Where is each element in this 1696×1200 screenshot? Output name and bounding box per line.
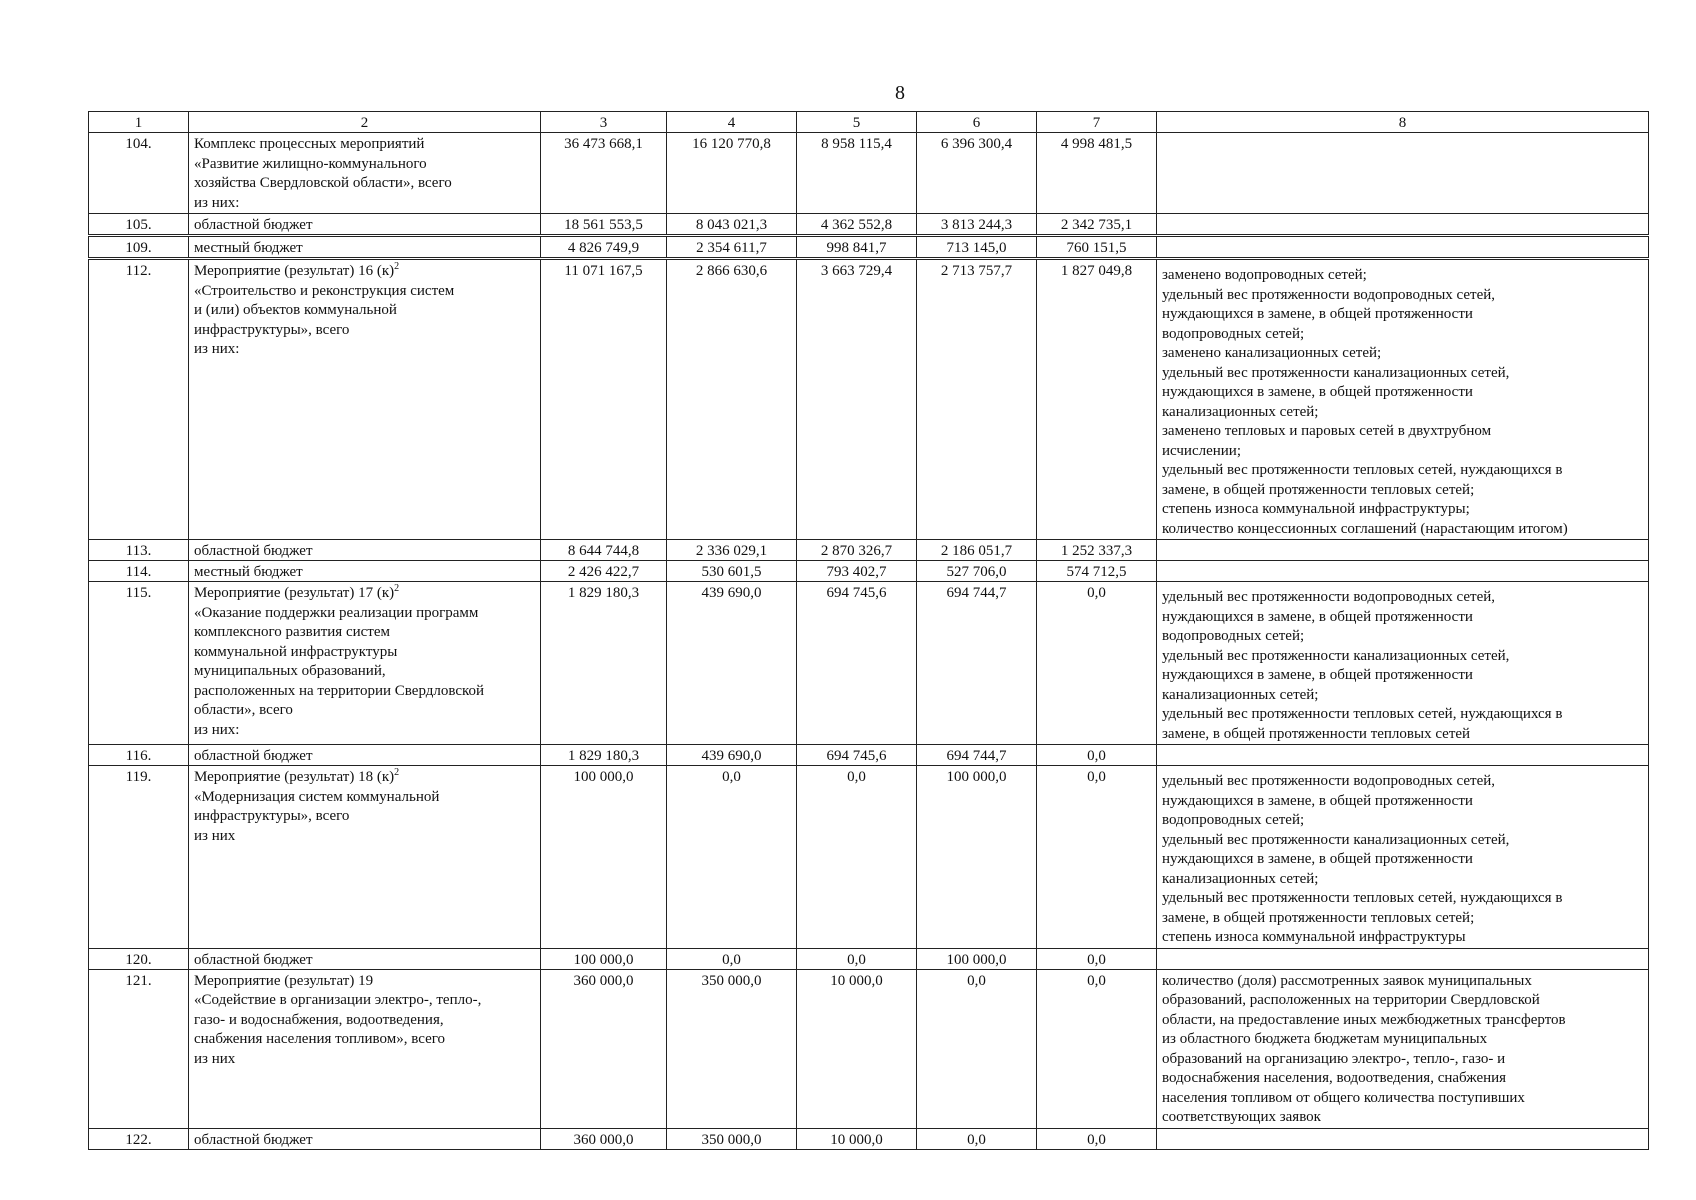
footnote-mark: 2: [394, 767, 400, 778]
table-row: [89, 969, 1649, 1128]
row-name-cell: [189, 766, 541, 949]
header-cell: 8: [1157, 112, 1649, 133]
table-row: [89, 745, 1649, 766]
row-name-continued: «Оказание поддержки реализации программ комплексного развития систем коммунальной инфраструктуры муниципальных образований, расположенных на территории Свердловской области», всего из них:: [194, 604, 485, 738]
indicator-text: [1157, 540, 1649, 561]
value-cell: 0,0: [1037, 948, 1157, 969]
value-cell: 8 043 021,3: [667, 214, 797, 236]
row-name: областной бюджет: [189, 214, 541, 236]
value-cell: 0,0: [1037, 582, 1157, 745]
value-cell: 100 000,0: [541, 766, 667, 949]
value-cell: 0,0: [797, 948, 917, 969]
value-cell: 0,0: [1037, 766, 1157, 949]
value-cell: 0,0: [797, 766, 917, 949]
row-number: 109.: [89, 236, 189, 259]
header-cell: 2: [189, 112, 541, 133]
value-cell: 100 000,0: [917, 948, 1037, 969]
value-cell: 0,0: [1037, 969, 1157, 1128]
indicator-text: [1157, 561, 1649, 582]
row-number: 114.: [89, 561, 189, 582]
value-cell: 10 000,0: [797, 969, 917, 1128]
indicator-text: удельный вес протяженности водопроводных сетей, нуждающихся в замене, в общей протяженности водопроводных сетей; удельный вес протяженности канализационных сетей, нуждающихся в замене, в общей протяженности канализационных сетей; удельный вес протяженности тепловых сетей, нуждающихся в замене, в общей протяженности тепловых сетей; степень износа коммунальной инфраструктуры: [1162, 773, 1563, 945]
budget-table: [88, 111, 1649, 1150]
value-cell: 2 866 630,6: [667, 259, 797, 540]
value-cell: 439 690,0: [667, 582, 797, 745]
value-cell: 694 744,7: [917, 745, 1037, 766]
header-cell: 1: [89, 112, 189, 133]
row-number: 119.: [89, 766, 189, 949]
value-cell: 350 000,0: [667, 969, 797, 1128]
row-name: местный бюджет: [189, 236, 541, 259]
value-cell: 694 745,6: [797, 582, 917, 745]
value-cell: 2 713 757,7: [917, 259, 1037, 540]
value-cell: 2 186 051,7: [917, 540, 1037, 561]
indicator-text: [1157, 236, 1649, 259]
indicator-text: [1157, 745, 1649, 766]
row-name: Мероприятие (результат) 18 (к): [194, 769, 395, 785]
row-name: областной бюджет: [189, 540, 541, 561]
value-cell: 360 000,0: [541, 969, 667, 1128]
value-cell: 3 813 244,3: [917, 214, 1037, 236]
row-number: 120.: [89, 948, 189, 969]
page-number: 8: [895, 82, 905, 104]
value-cell: 1 827 049,8: [1037, 259, 1157, 540]
value-cell: 8 644 744,8: [541, 540, 667, 561]
value-cell: 100 000,0: [541, 948, 667, 969]
row-name: областной бюджет: [189, 745, 541, 766]
value-cell: 2 354 611,7: [667, 236, 797, 259]
value-cell: 1 829 180,3: [541, 582, 667, 745]
indicator-text: количество (доля) рассмотренных заявок муниципальных образований, расположенных на территории Свердловской области, на предоставление иных межбюджетных трансфертов из областного бюджета бюджетам муниципальных образований на организацию электро-, тепло-, газо- и водоснабжения населения, водоотведения, снабжения населения топливом от общего количества поступивших соответствующих заявок: [1162, 972, 1566, 1125]
header-cell: 5: [797, 112, 917, 133]
value-cell: 694 745,6: [797, 745, 917, 766]
table-row: [89, 561, 1649, 582]
row-name: Мероприятие (результат) 16 (к): [194, 263, 395, 279]
row-name: областной бюджет: [189, 948, 541, 969]
value-cell: 713 145,0: [917, 236, 1037, 259]
value-cell: 0,0: [917, 969, 1037, 1128]
value-cell: 574 712,5: [1037, 561, 1157, 582]
value-cell: 998 841,7: [797, 236, 917, 259]
row-number: 112.: [89, 259, 189, 540]
row-number: 105.: [89, 214, 189, 236]
value-cell: 793 402,7: [797, 561, 917, 582]
value-cell: 2 870 326,7: [797, 540, 917, 561]
value-cell: 36 473 668,1: [541, 133, 667, 214]
value-cell: 16 120 770,8: [667, 133, 797, 214]
footnote-mark: 2: [394, 583, 400, 594]
value-cell: 2 426 422,7: [541, 561, 667, 582]
table-header-row: [89, 112, 1649, 133]
row-name: Комплекс процессных мероприятий «Развитие жилищно-коммунального хозяйства Свердловской области», всего из них:: [194, 136, 452, 211]
value-cell: 6 396 300,4: [917, 133, 1037, 214]
value-cell: 350 000,0: [667, 1128, 797, 1149]
indicator-text: заменено водопроводных сетей; удельный вес протяженности водопроводных сетей, нуждающихся в замене, в общей протяженности водопроводных сетей; заменено канализационных сетей; удельный вес протяженности канализационных сетей, нуждающихся в замене, в общей протяженности канализационных сетей; заменено тепловых и паровых сетей в двухтрубном исчислении; удельный вес протяженности тепловых сетей, нуждающихся в замене, в общей протяженности тепловых сетей; степень износа коммунальной инфраструктуры; количество концессионных соглашений (нарастающим итогом): [1162, 267, 1568, 537]
value-cell: 2 336 029,1: [667, 540, 797, 561]
table-row: [89, 259, 1649, 540]
row-number: 113.: [89, 540, 189, 561]
value-cell: 8 958 115,4: [797, 133, 917, 214]
value-cell: 100 000,0: [917, 766, 1037, 949]
row-number: 104.: [89, 133, 189, 214]
header-cell: 6: [917, 112, 1037, 133]
row-name-cell: [189, 582, 541, 745]
value-cell: 1 829 180,3: [541, 745, 667, 766]
indicator-text: удельный вес протяженности водопроводных сетей, нуждающихся в замене, в общей протяженности водопроводных сетей; удельный вес протяженности канализационных сетей, нуждающихся в замене, в общей протяженности канализационных сетей; удельный вес протяженности тепловых сетей, нуждающихся в замене, в общей протяженности тепловых сетей: [1162, 589, 1563, 742]
row-name: Мероприятие (результат) 19 «Содействие в организации электро-, тепло-, газо- и водоснабжения, водоотведения, снабжения населения топливом», всего из них: [194, 972, 482, 1067]
table-row: [89, 948, 1649, 969]
row-name: местный бюджет: [189, 561, 541, 582]
row-number: 122.: [89, 1128, 189, 1149]
value-cell: 0,0: [1037, 745, 1157, 766]
value-cell: 4 362 552,8: [797, 214, 917, 236]
value-cell: 4 826 749,9: [541, 236, 667, 259]
table-row: [89, 214, 1649, 236]
value-cell: 0,0: [667, 766, 797, 949]
value-cell: 1 252 337,3: [1037, 540, 1157, 561]
row-name-continued: «Модернизация систем коммунальной инфраструктуры», всего из них: [194, 788, 440, 844]
header-cell: 4: [667, 112, 797, 133]
row-name-cell: [189, 259, 541, 540]
indicator-text: [1157, 948, 1649, 969]
value-cell: 0,0: [1037, 1128, 1157, 1149]
indicator-text: [1157, 214, 1649, 236]
value-cell: 10 000,0: [797, 1128, 917, 1149]
table-row: [89, 582, 1649, 745]
value-cell: 3 663 729,4: [797, 259, 917, 540]
row-number: 121.: [89, 969, 189, 1128]
row-number: 116.: [89, 745, 189, 766]
value-cell: 0,0: [667, 948, 797, 969]
table-row: [89, 133, 1649, 214]
value-cell: 694 744,7: [917, 582, 1037, 745]
row-name: областной бюджет: [189, 1128, 541, 1149]
indicator-text: [1157, 1128, 1649, 1149]
row-name-continued: «Строительство и реконструкция систем и (или) объектов коммунальной инфраструктуры», всего из них:: [194, 282, 455, 357]
value-cell: 11 071 167,5: [541, 259, 667, 540]
row-number: 115.: [89, 582, 189, 745]
footnote-mark: 2: [394, 261, 400, 272]
value-cell: 439 690,0: [667, 745, 797, 766]
row-name: Мероприятие (результат) 17 (к): [194, 585, 395, 601]
value-cell: 0,0: [917, 1128, 1037, 1149]
value-cell: 360 000,0: [541, 1128, 667, 1149]
value-cell: 4 998 481,5: [1037, 133, 1157, 214]
value-cell: 760 151,5: [1037, 236, 1157, 259]
value-cell: 18 561 553,5: [541, 214, 667, 236]
table-row: [89, 766, 1649, 949]
value-cell: 527 706,0: [917, 561, 1037, 582]
table-row: [89, 1128, 1649, 1149]
value-cell: 2 342 735,1: [1037, 214, 1157, 236]
header-cell: 7: [1037, 112, 1157, 133]
table-row: [89, 236, 1649, 259]
header-cell: 3: [541, 112, 667, 133]
table-row: [89, 540, 1649, 561]
value-cell: 530 601,5: [667, 561, 797, 582]
